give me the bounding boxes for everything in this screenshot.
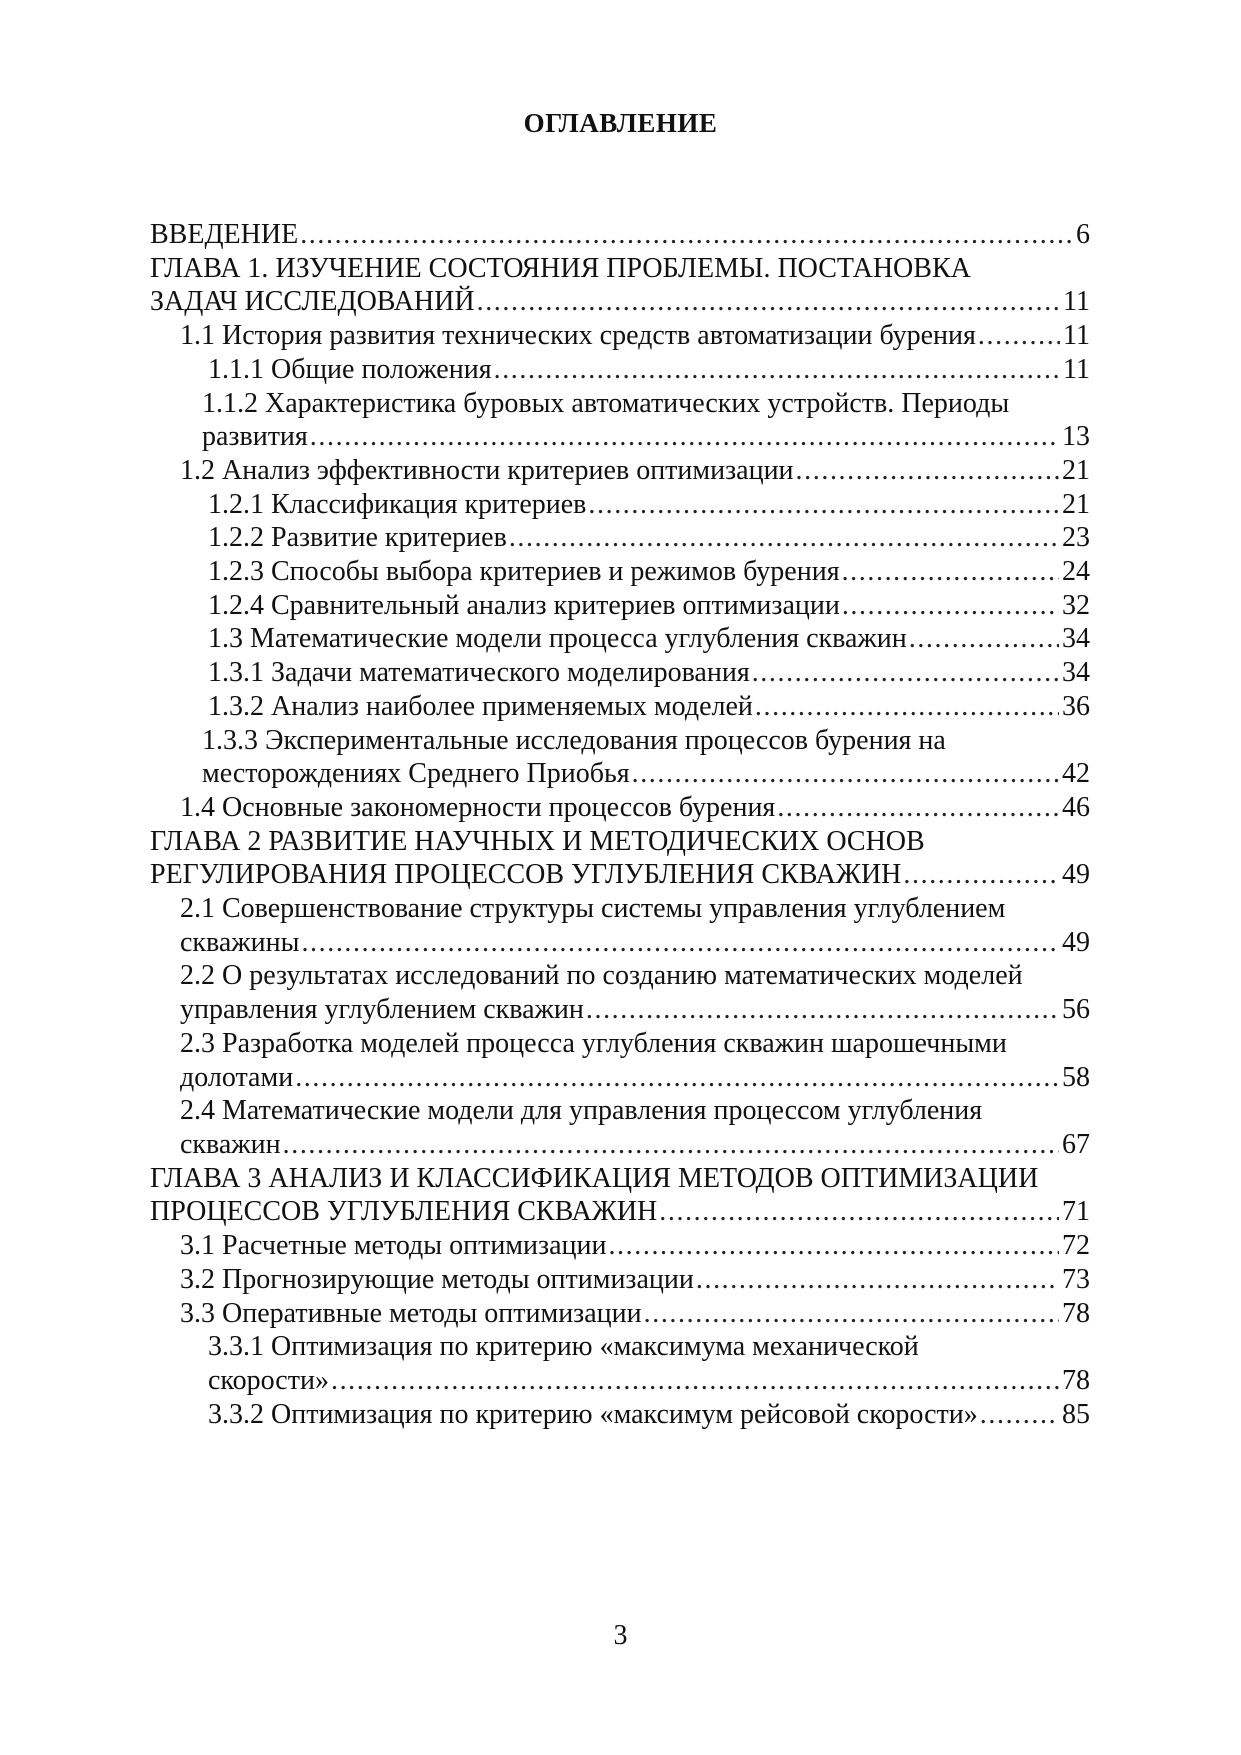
toc-entry[interactable] xyxy=(150,353,1090,387)
toc-entry-row xyxy=(180,926,1090,960)
toc-entry[interactable] xyxy=(150,656,1090,690)
toc-entry-page: 85 xyxy=(1062,1398,1090,1430)
toc-entry-title-line: 2.1 Совершенствование структуры системы управления углублением xyxy=(180,893,1006,925)
toc-entry[interactable] xyxy=(150,959,1090,1026)
toc-entry[interactable] xyxy=(150,319,1090,353)
toc-entry-page: 49 xyxy=(1062,926,1090,958)
dot-leader xyxy=(980,1398,1059,1432)
toc-entry-title: 1.3.2 Анализ наиболее применяемых моделей xyxy=(208,690,753,722)
toc-entry-row xyxy=(208,690,1090,724)
dot-leader xyxy=(696,1263,1059,1297)
toc-entry-title: 1.2.1 Классификация критериев xyxy=(208,488,587,520)
toc-entry[interactable] xyxy=(150,218,1090,252)
toc-entry-page: 21 xyxy=(1062,488,1090,520)
toc-entry-page: 71 xyxy=(1062,1196,1090,1228)
toc-entry-page: 13 xyxy=(1062,421,1090,453)
toc-entry-page: 72 xyxy=(1062,1230,1090,1262)
table-of-contents xyxy=(150,218,1090,1431)
toc-entry-title: ПРОЦЕССОВ УГЛУБЛЕНИЯ СКВАЖИН xyxy=(150,1196,658,1228)
toc-entry-title: РЕГУЛИРОВАНИЯ ПРОЦЕССОВ УГЛУБЛЕНИЯ СКВАЖИН xyxy=(150,859,902,891)
toc-entry-page: 56 xyxy=(1062,994,1090,1026)
dot-leader xyxy=(477,285,1060,319)
toc-entry[interactable] xyxy=(150,1094,1090,1161)
toc-entry-title: 3.2 Прогнозирующие методы оптимизации xyxy=(180,1263,694,1295)
toc-entry-row xyxy=(180,791,1090,825)
toc-entry-page: 34 xyxy=(1062,657,1090,689)
toc-entry-page: 67 xyxy=(1062,1128,1090,1160)
toc-entry-row xyxy=(180,993,1090,1027)
page-number: 3 xyxy=(613,1620,628,1651)
dot-leader xyxy=(978,319,1060,353)
toc-entry-title-line: 3.3.1 Оптимизация по критерию «максимума механической xyxy=(208,1331,919,1363)
toc-entry-row xyxy=(208,353,1090,387)
toc-entry-row xyxy=(180,1297,1090,1331)
toc-entry[interactable] xyxy=(150,1398,1090,1432)
dot-leader xyxy=(283,1128,1059,1162)
dot-leader xyxy=(842,589,1059,623)
toc-entry-row xyxy=(150,858,1090,892)
toc-entry-title-line: 2.2 О результатах исследований по созданию математических моделей xyxy=(180,960,1023,992)
dot-leader xyxy=(301,926,1059,960)
toc-entry-row xyxy=(180,1061,1090,1095)
toc-entry-row xyxy=(208,1364,1090,1398)
dot-leader xyxy=(909,622,1059,656)
toc-entry-title-line: ГЛАВА 3 АНАЛИЗ И КЛАССИФИКАЦИЯ МЕТОДОВ ОПТИМИЗАЦИИ xyxy=(150,1162,1039,1194)
dot-leader xyxy=(509,521,1059,555)
toc-entry-page: 46 xyxy=(1062,791,1090,823)
toc-entry-title-line: 2.3 Разработка моделей процесса углубления скважин шарошечными xyxy=(180,1027,1007,1059)
toc-entry-title: 1.2.2 Развитие критериев xyxy=(208,522,507,554)
toc-entry-title: управления углублением скважин xyxy=(180,994,584,1026)
dot-leader xyxy=(644,1297,1059,1331)
toc-entry-row xyxy=(150,285,1090,319)
toc-entry[interactable] xyxy=(150,252,1090,319)
toc-entry-title: 1.3 Математические модели процесса углубления скважин xyxy=(208,623,907,655)
toc-entry[interactable] xyxy=(150,1297,1090,1331)
dot-leader xyxy=(842,555,1059,589)
toc-entry-title-line: ГЛАВА 1. ИЗУЧЕНИЕ СОСТОЯНИЯ ПРОБЛЕМЫ. ПОСТАНОВКА xyxy=(150,252,971,284)
toc-entry-page: 78 xyxy=(1062,1364,1090,1396)
toc-entry-page: 24 xyxy=(1062,556,1090,588)
dot-leader xyxy=(752,656,1059,690)
toc-entry[interactable] xyxy=(150,555,1090,589)
toc-entry-title: скважин xyxy=(180,1128,281,1160)
toc-entry-row xyxy=(150,218,1090,252)
toc-entry-row xyxy=(208,488,1090,522)
dot-leader xyxy=(777,791,1059,825)
toc-entry-row xyxy=(180,1263,1090,1297)
toc-entry-page: 34 xyxy=(1062,623,1090,655)
toc-entry-title-line: 1.3.3 Экспериментальные исследования процессов бурения на xyxy=(202,724,946,756)
toc-entry-title: 1.2 Анализ эффективности критериев оптимизации xyxy=(180,454,794,486)
toc-entry-row xyxy=(208,622,1090,656)
toc-entry-row xyxy=(202,420,1090,454)
dot-leader xyxy=(310,420,1059,454)
dot-leader xyxy=(295,1061,1059,1095)
toc-entry-title-line: 2.4 Математические модели для управления процессом углубления xyxy=(180,1095,983,1127)
toc-entry-title: ЗАДАЧ ИССЛЕДОВАНИЙ xyxy=(150,286,475,318)
toc-entry-row xyxy=(180,319,1090,353)
toc-entry-page: 78 xyxy=(1062,1297,1090,1329)
toc-entry[interactable] xyxy=(150,724,1090,791)
toc-entry[interactable] xyxy=(150,690,1090,724)
toc-entry-row xyxy=(208,555,1090,589)
toc-entry-page: 21 xyxy=(1062,454,1090,486)
toc-entry-page: 58 xyxy=(1062,1061,1090,1093)
toc-entry-title: 1.2.3 Способы выбора критериев и режимов бурения xyxy=(208,556,840,588)
toc-entry-title: долотами xyxy=(180,1061,294,1093)
toc-entry[interactable] xyxy=(150,521,1090,555)
toc-entry[interactable] xyxy=(150,589,1090,623)
toc-entry-title: 3.3.2 Оптимизация по критерию «максимум рейсовой скорости» xyxy=(208,1398,978,1430)
toc-entry-row xyxy=(208,656,1090,690)
toc-entry-title-line: 1.1.2 Характеристика буровых автоматических устройств. Периоды xyxy=(202,387,1010,419)
toc-entry-title-line: ГЛАВА 2 РАЗВИТИЕ НАУЧНЫХ И МЕТОДИЧЕСКИХ ОСНОВ xyxy=(150,825,925,857)
toc-entry-row xyxy=(208,589,1090,623)
toc-entry-page: 11 xyxy=(1063,353,1090,385)
toc-entry-row xyxy=(202,757,1090,791)
toc-entry-row xyxy=(208,521,1090,555)
toc-entry[interactable] xyxy=(150,791,1090,825)
toc-entry-title: 1.1.1 Общие положения xyxy=(208,353,492,385)
toc-entry[interactable] xyxy=(150,454,1090,488)
dot-leader xyxy=(300,218,1073,252)
dot-leader xyxy=(755,690,1059,724)
toc-entry[interactable] xyxy=(150,1229,1090,1263)
toc-entry[interactable] xyxy=(150,892,1090,959)
dot-leader xyxy=(796,454,1059,488)
dot-leader xyxy=(659,1195,1059,1229)
toc-entry[interactable] xyxy=(150,488,1090,522)
toc-entry-row xyxy=(180,1229,1090,1263)
toc-entry-page: 42 xyxy=(1062,758,1090,790)
toc-entry-page: 49 xyxy=(1062,859,1090,891)
toc-entry-title: скважины xyxy=(180,926,300,958)
toc-entry-page: 6 xyxy=(1076,219,1090,250)
toc-entry[interactable] xyxy=(150,1330,1090,1397)
dot-leader xyxy=(331,1364,1059,1398)
toc-entry-page: 11 xyxy=(1063,286,1090,318)
toc-entry-page: 23 xyxy=(1062,522,1090,554)
toc-entry-title: 1.4 Основные закономерности процессов бурения xyxy=(180,791,776,823)
toc-entry[interactable] xyxy=(150,1027,1090,1094)
toc-entry-row xyxy=(180,1128,1090,1162)
toc-entry-title: 1.1 История развития технических средств автоматизации бурения xyxy=(180,320,976,352)
toc-entry-title: 3.3 Оперативные методы оптимизации xyxy=(180,1297,642,1329)
toc-entry-title: 1.3.1 Задачи математического моделирования xyxy=(208,657,750,689)
toc-entry-page: 32 xyxy=(1062,589,1090,621)
page-title: ОГЛАВЛЕНИЕ xyxy=(523,108,718,138)
toc-entry-title: развития xyxy=(202,421,308,453)
toc-entry-page: 11 xyxy=(1063,320,1090,352)
dot-leader xyxy=(588,488,1059,522)
dot-leader xyxy=(632,757,1059,791)
toc-entry-page: 73 xyxy=(1062,1263,1090,1295)
toc-entry-page: 36 xyxy=(1062,690,1090,722)
toc-entry[interactable] xyxy=(150,1162,1090,1229)
dot-leader xyxy=(903,858,1059,892)
toc-entry-title: скорости» xyxy=(208,1364,329,1396)
toc-entry[interactable] xyxy=(150,387,1090,454)
toc-entry-title: месторождениях Среднего Приобья xyxy=(202,758,630,790)
toc-entry-title: 1.2.4 Сравнительный анализ критериев оптимизации xyxy=(208,589,840,621)
dot-leader xyxy=(586,993,1059,1027)
toc-entry[interactable] xyxy=(150,1263,1090,1297)
dot-leader xyxy=(494,353,1060,387)
toc-entry-title: ВВЕДЕНИЕ xyxy=(150,219,299,250)
toc-entry[interactable] xyxy=(150,825,1090,892)
toc-entry-row xyxy=(208,1398,1090,1432)
toc-entry-row xyxy=(150,1195,1090,1229)
toc-entry-row xyxy=(180,454,1090,488)
toc-entry-title: 3.1 Расчетные методы оптимизации xyxy=(180,1230,607,1262)
toc-entry[interactable] xyxy=(150,622,1090,656)
dot-leader xyxy=(608,1229,1059,1263)
